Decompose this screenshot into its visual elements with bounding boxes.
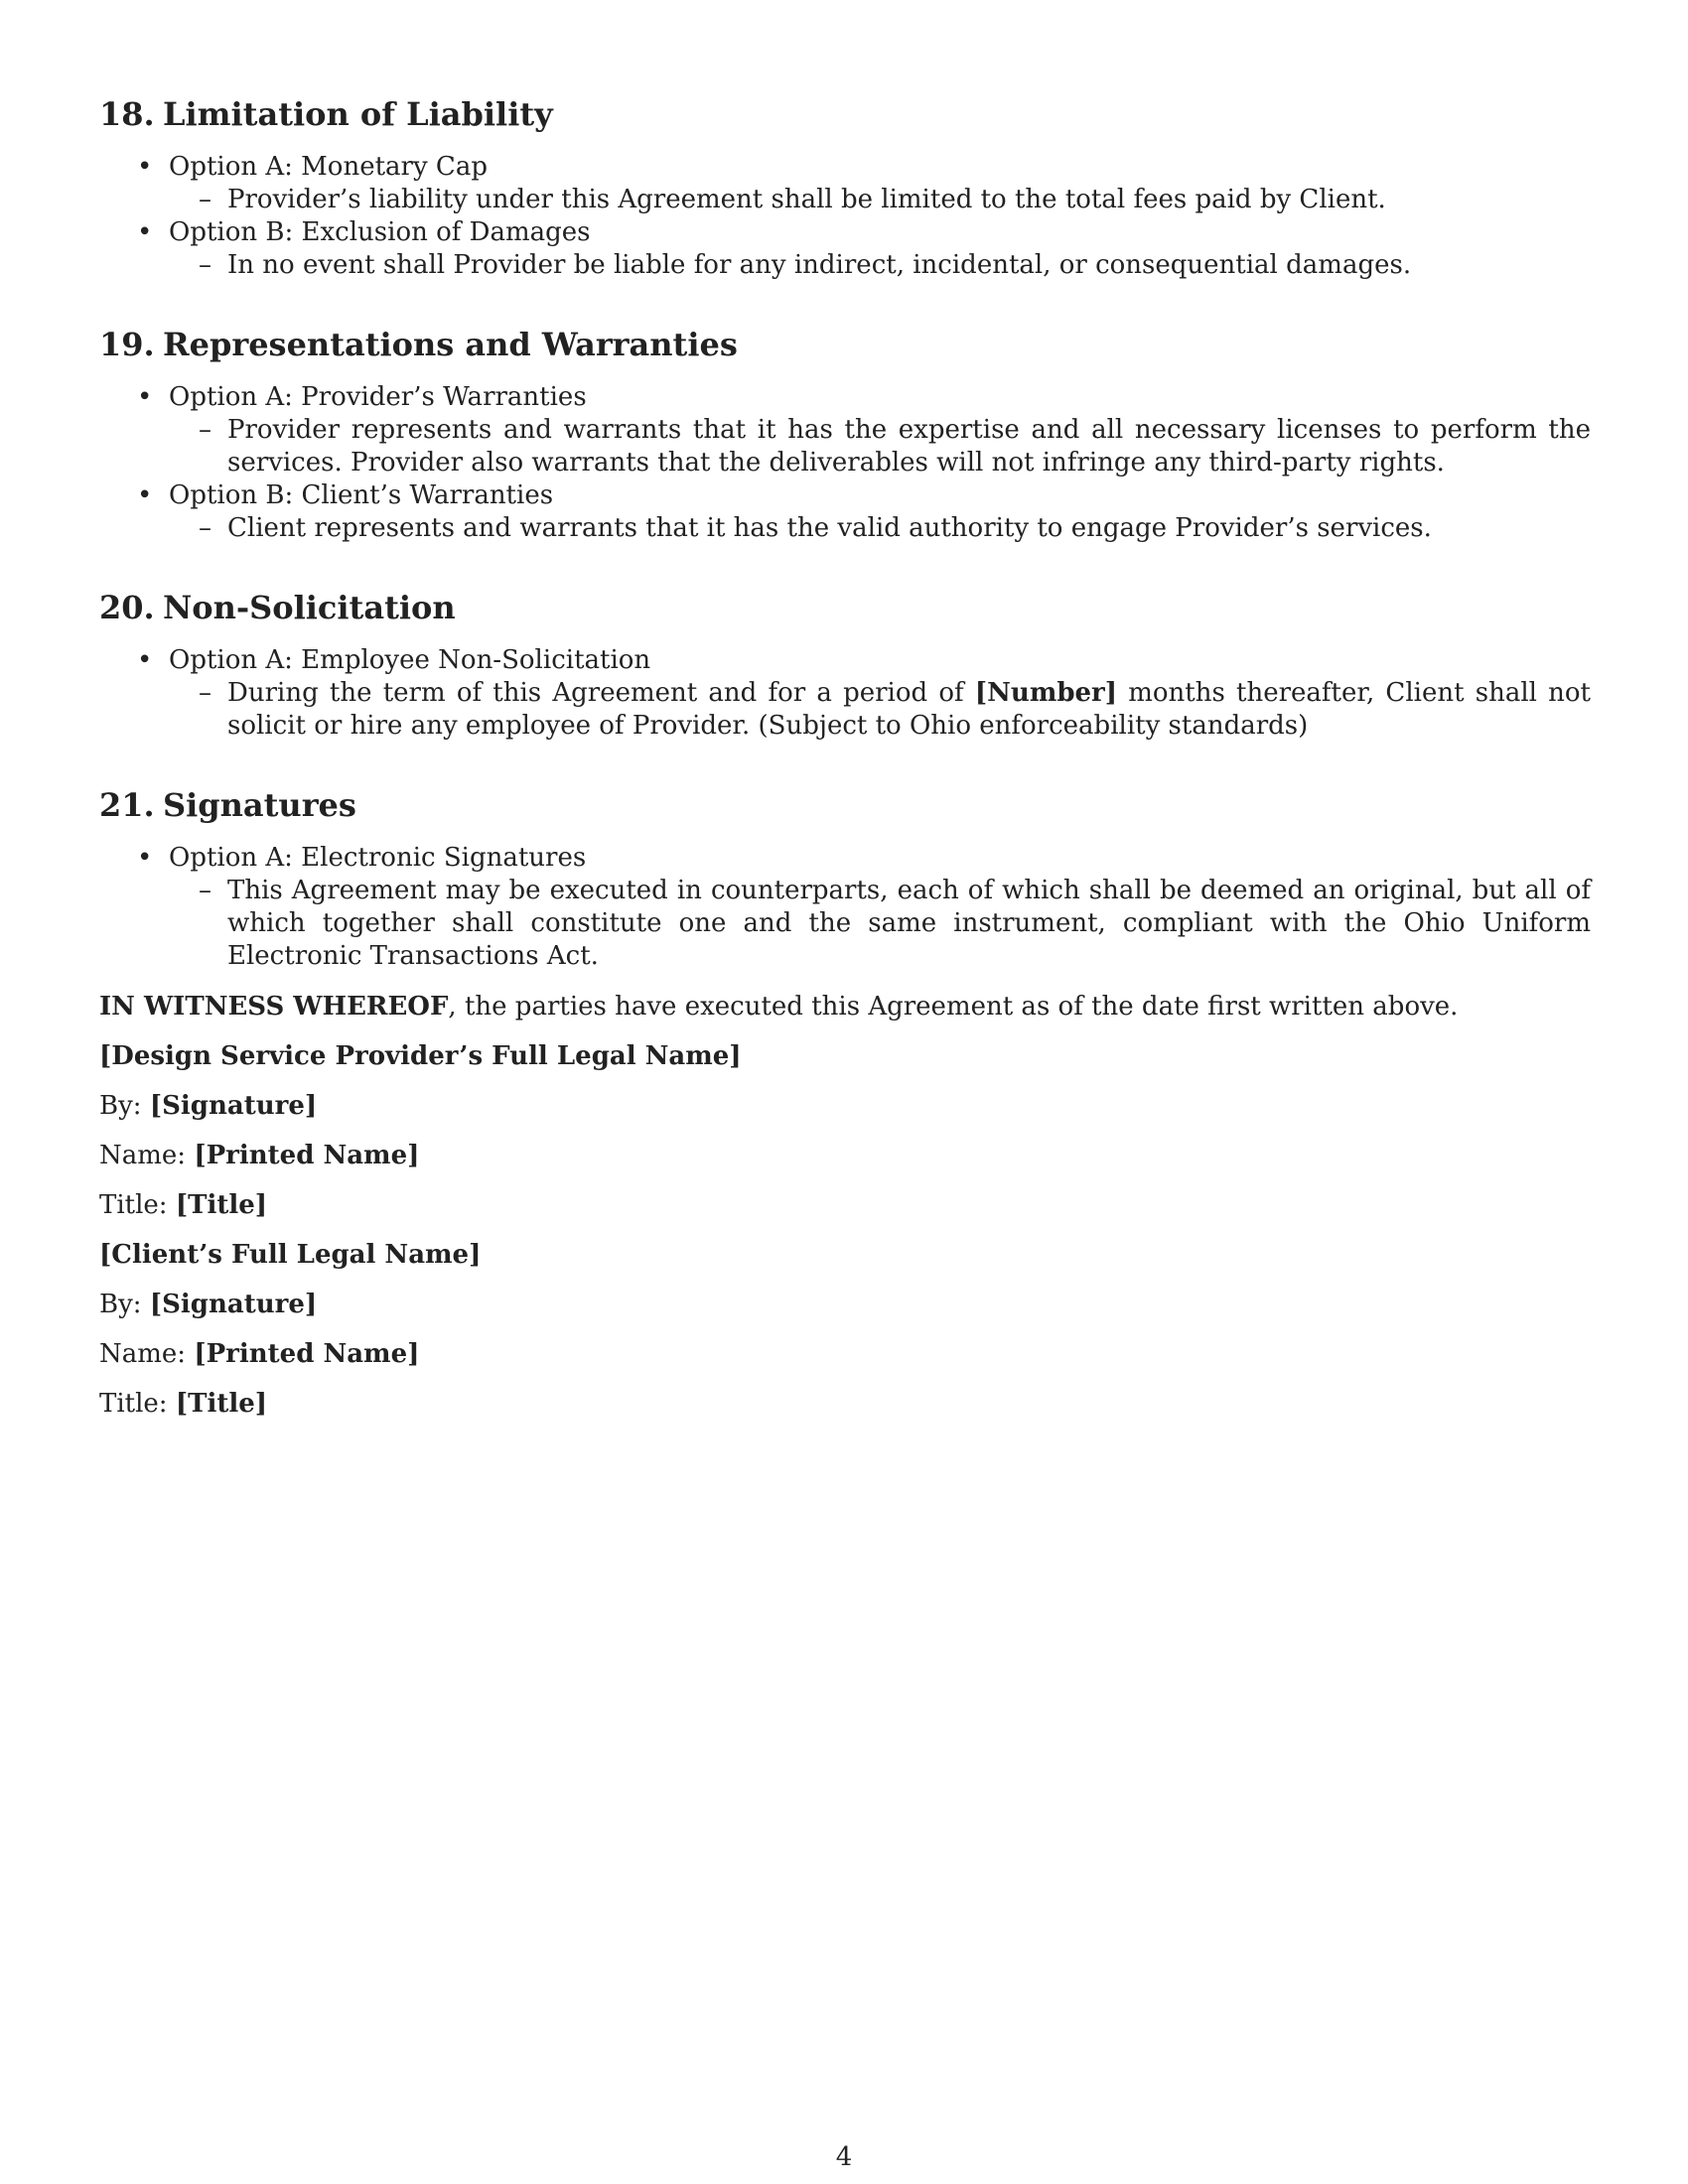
- section-18: [99, 95, 1591, 282]
- option-label: Option A: Provider’s Warranties: [169, 382, 587, 412]
- signature-block-client: [99, 1239, 1591, 1421]
- section-19: [99, 326, 1591, 545]
- by-label: By:: [99, 1091, 142, 1121]
- bullet-icon: •: [137, 382, 153, 412]
- name-label: Name:: [99, 1339, 187, 1369]
- title-label: Title:: [99, 1190, 168, 1220]
- dash-icon: –: [199, 250, 211, 280]
- options-list: [99, 381, 1591, 545]
- section-title: Signatures: [163, 786, 356, 824]
- title-label: Title:: [99, 1389, 168, 1419]
- printed-name-placeholder: [Printed Name]: [194, 1141, 420, 1170]
- options-list: [99, 151, 1591, 282]
- section-20: [99, 589, 1591, 743]
- clause-text: In no event shall Provider be liable for any indirect, incidental, or consequential damages.: [227, 250, 1412, 280]
- bullet-icon: •: [137, 645, 153, 675]
- document-page: [99, 95, 1591, 1437]
- printed-name-placeholder: [Printed Name]: [194, 1339, 420, 1369]
- page-number: 4: [835, 2142, 853, 2172]
- option-item: [99, 381, 1591, 479]
- clause-text: Client represents and warrants that it has the valid authority to engage Provider’s services.: [227, 513, 1432, 543]
- option-clause: [169, 184, 1591, 216]
- section-heading: [99, 786, 1591, 824]
- section-21: [99, 786, 1591, 973]
- bullet-icon: •: [137, 480, 153, 510]
- by-label: By:: [99, 1290, 142, 1319]
- option-label: Option B: Exclusion of Damages: [169, 217, 591, 247]
- signature-block-provider: [99, 1040, 1591, 1222]
- section-title: Limitation of Liability: [163, 95, 553, 133]
- option-item: [99, 216, 1591, 282]
- clause-text-after: months thereafter, Client shall not solicit or hire any employee of Provider. (Subject to Ohio enforceability standards): [227, 678, 1591, 741]
- witness-lead: IN WITNESS WHEREOF: [99, 992, 449, 1022]
- dash-icon: –: [199, 415, 211, 445]
- dash-icon: –: [199, 678, 211, 708]
- section-title: Representations and Warranties: [163, 326, 738, 363]
- dash-icon: –: [199, 876, 211, 905]
- name-label: Name:: [99, 1141, 187, 1170]
- section-number: 21.: [99, 786, 155, 824]
- witness-text: , the parties have executed this Agreement as of the date first written above.: [448, 992, 1459, 1022]
- clause-text-before: During the term of this Agreement and for a period of: [227, 678, 975, 708]
- option-clause: [169, 677, 1591, 743]
- party-name: [99, 1239, 1591, 1272]
- signature-line: [99, 1289, 1591, 1321]
- party-name-text: [Client’s Full Legal Name]: [99, 1240, 482, 1270]
- option-clause: [169, 414, 1591, 479]
- bullet-icon: •: [137, 843, 153, 873]
- section-title: Non-Solicitation: [163, 589, 456, 626]
- title-placeholder: [Title]: [175, 1389, 268, 1419]
- clause-text: This Agreement may be executed in counterparts, each of which shall be deemed an original, but all of which together shall constitute one and the same instrument, compliant with the Ohio Uniform Electronic Transactions Act.: [227, 876, 1591, 971]
- signature-placeholder: [Signature]: [149, 1091, 318, 1121]
- section-number: 18.: [99, 95, 155, 133]
- options-list: [99, 644, 1591, 743]
- option-item: [99, 479, 1591, 545]
- title-placeholder: [Title]: [175, 1190, 268, 1220]
- options-list: [99, 842, 1591, 973]
- section-heading: [99, 326, 1591, 363]
- title-line: [99, 1388, 1591, 1421]
- witness-statement: [99, 991, 1591, 1024]
- option-label: Option A: Electronic Signatures: [169, 843, 587, 873]
- clause-text: Provider’s liability under this Agreement shall be limited to the total fees paid by Client.: [227, 185, 1386, 214]
- option-clause: [169, 875, 1591, 973]
- printed-name-line: [99, 1338, 1591, 1371]
- clause-text: Provider represents and warrants that it has the expertise and all necessary licenses to perform the services. Provider also warrants that the deliverables will not infringe any third-party rights.: [227, 415, 1591, 478]
- section-heading: [99, 589, 1591, 626]
- party-name-text: [Design Service Provider’s Full Legal Name]: [99, 1041, 742, 1071]
- dash-icon: –: [199, 513, 211, 543]
- section-heading: [99, 95, 1591, 133]
- dash-icon: –: [199, 185, 211, 214]
- option-item: [99, 151, 1591, 216]
- printed-name-line: [99, 1140, 1591, 1172]
- option-item: [99, 842, 1591, 973]
- number-placeholder: [Number]: [974, 678, 1118, 708]
- option-label: Option B: Client’s Warranties: [169, 480, 554, 510]
- signature-line: [99, 1090, 1591, 1123]
- option-label: Option A: Employee Non-Solicitation: [169, 645, 651, 675]
- option-clause: [169, 249, 1591, 282]
- section-number: 20.: [99, 589, 155, 626]
- option-label: Option A: Monetary Cap: [169, 152, 488, 182]
- bullet-icon: •: [137, 152, 153, 182]
- bullet-icon: •: [137, 217, 153, 247]
- signature-placeholder: [Signature]: [149, 1290, 318, 1319]
- section-number: 19.: [99, 326, 155, 363]
- title-line: [99, 1189, 1591, 1222]
- option-clause: [169, 512, 1591, 545]
- party-name: [99, 1040, 1591, 1073]
- option-item: [99, 644, 1591, 743]
